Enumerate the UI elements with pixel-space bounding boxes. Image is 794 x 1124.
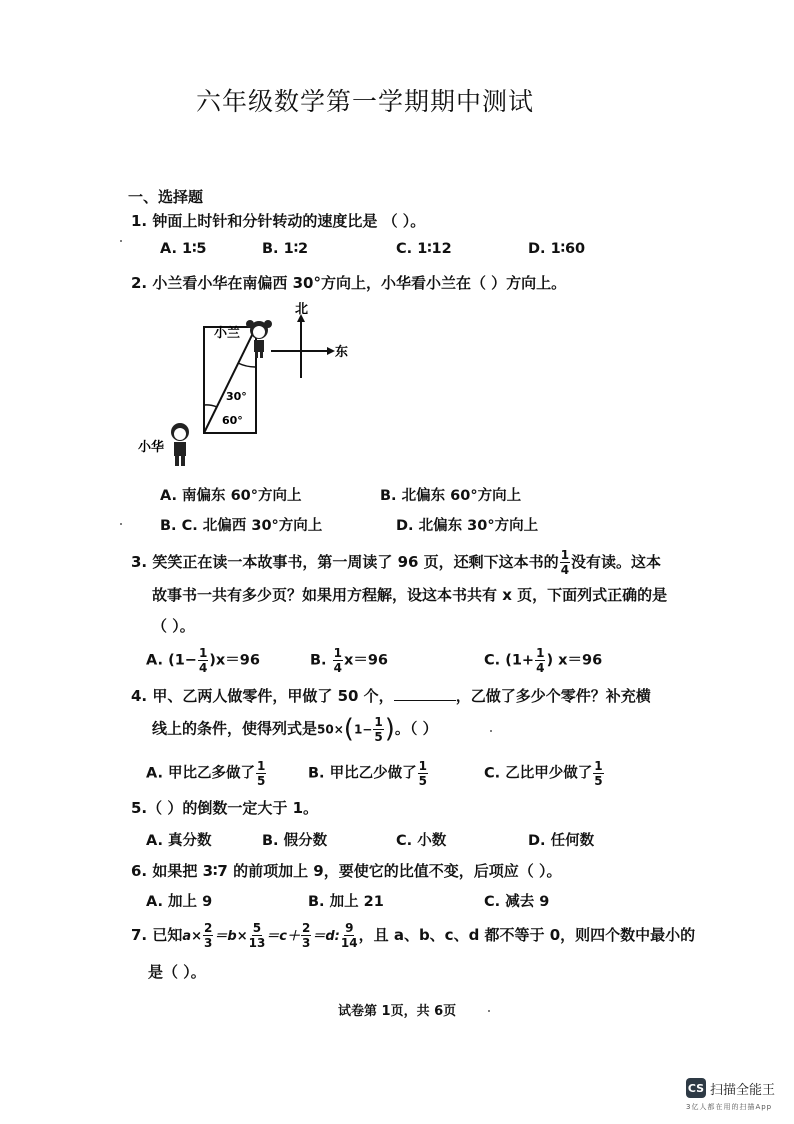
label-xiaohua: 小华 xyxy=(138,440,165,455)
question-4-line-2: 线上的条件，使得列式是50×(1− $\frac{1}{5}$ )。（ ） xyxy=(152,714,438,744)
angle-label-60: 60° xyxy=(222,414,243,427)
question-1-option-c: C. 1∶12 xyxy=(396,241,452,257)
scanner-watermark xyxy=(686,1078,775,1098)
watermark-app-name: 扫描全能王 xyxy=(710,1082,776,1098)
question-1-option-d: D. 1∶60 xyxy=(528,241,586,257)
question-3-line-2: 故事书一共有多少页？如果用方程解，设这本书共有 x 页，下面列式正确的是 xyxy=(152,586,668,604)
watermark-tagline: 3亿人都在用的扫描App xyxy=(686,1103,773,1111)
question-3-option-b: B. $\frac{1}{4}$ x＝96 xyxy=(310,646,389,675)
east-label: 东 xyxy=(335,345,349,360)
question-5-option-c: C. 小数 xyxy=(396,833,447,849)
angle-label-30: 30° xyxy=(226,390,247,403)
question-4-line-1: 4. 甲、乙两人做零件，甲做了 50 个， ，乙做了多少个零件？补充横 xyxy=(131,687,651,705)
direction-diagram xyxy=(130,300,370,480)
question-6-stem: 6. 如果把 3∶7 的前项加上 9，要使它的比值不变，后项应（ ）。 xyxy=(131,862,562,880)
fraction-one-quarter: $\frac{1}{4}$ xyxy=(560,548,570,577)
page-footer: 试卷第 1页，共 6页 xyxy=(338,1004,457,1019)
question-2-option-a: A. 南偏东 60°方向上 xyxy=(160,488,302,504)
boy-figure-icon xyxy=(171,423,189,466)
question-7-line-2: 是（ ）。 xyxy=(148,963,206,981)
question-1-stem: 1. 钟面上时针和分针转动的速度比是 （ ）。 xyxy=(131,212,426,230)
question-4-option-b: B. 甲比乙少做了 $\frac{1}{5}$ xyxy=(308,759,427,788)
east-arrow-icon xyxy=(327,347,335,355)
question-7-line-1: 7. 已知a× $\frac{2}{3}$ ＝b× $\frac{5}{13}$ ＝c＋ $\frac{2}{3}$ ＝d: $\frac{9}{14}$ ，且 a、b、c、d 都不等于 0，则四个数中最小的 xyxy=(131,921,696,950)
question-6-option-b: B. 加上 21 xyxy=(308,894,384,910)
answer-blank xyxy=(394,686,456,701)
question-3-option-a: A. (1− $\frac{1}{4}$ )x＝96 xyxy=(146,646,260,675)
question-5-option-d: D. 任何数 xyxy=(528,833,595,849)
question-2-option-b: B. 北偏东 60°方向上 xyxy=(380,488,522,504)
question-4-option-a: A. 甲比乙多做了 $\frac{1}{5}$ xyxy=(146,759,266,788)
question-3-line-1 xyxy=(131,549,661,576)
question-3-line-3: （ ）。 xyxy=(152,617,195,635)
question-2-option-d: D. 北偏东 30°方向上 xyxy=(396,518,539,534)
north-label: 北 xyxy=(295,302,309,317)
angle-arc-60 xyxy=(204,405,217,407)
scan-speck xyxy=(120,240,122,242)
question-5-stem: 5.（ ）的倒数一定大于 1。 xyxy=(131,799,319,817)
angle-arc-30 xyxy=(238,363,256,367)
question-3-text-b: 没有读。这本 xyxy=(571,553,662,571)
question-1-option-a: A. 1∶5 xyxy=(160,241,207,257)
camscanner-logo-icon: CS xyxy=(686,1078,706,1098)
scan-speck xyxy=(490,730,492,732)
question-5-option-a: A. 真分数 xyxy=(146,833,212,849)
question-6-option-c: C. 减去 9 xyxy=(484,894,550,910)
page-title: 六年级数学第一学期期中测试 xyxy=(195,87,534,116)
question-3-option-c: C. (1+ $\frac{1}{4}$ ) x＝96 xyxy=(484,646,603,675)
question-1-option-b: B. 1∶2 xyxy=(262,241,309,257)
question-3-text-a: 3. 笑笑正在读一本故事书，第一周读了 96 页，还剩下这本书的 xyxy=(131,553,559,571)
question-4-option-c: C. 乙比甲少做了 $\frac{1}{5}$ xyxy=(484,759,603,788)
question-5-option-b: B. 假分数 xyxy=(262,833,328,849)
section-heading: 一、选择题 xyxy=(128,188,204,206)
label-xiaolan: 小兰 xyxy=(214,326,241,341)
question-2-option-c: B. C. 北偏西 30°方向上 xyxy=(160,518,323,534)
question-2-stem: 2. 小兰看小华在南偏西 30°方向上，小华看小兰在（ ）方向上。 xyxy=(131,274,567,292)
question-6-option-a: A. 加上 9 xyxy=(146,894,213,910)
scan-speck xyxy=(120,523,122,525)
scan-speck xyxy=(488,1010,490,1012)
